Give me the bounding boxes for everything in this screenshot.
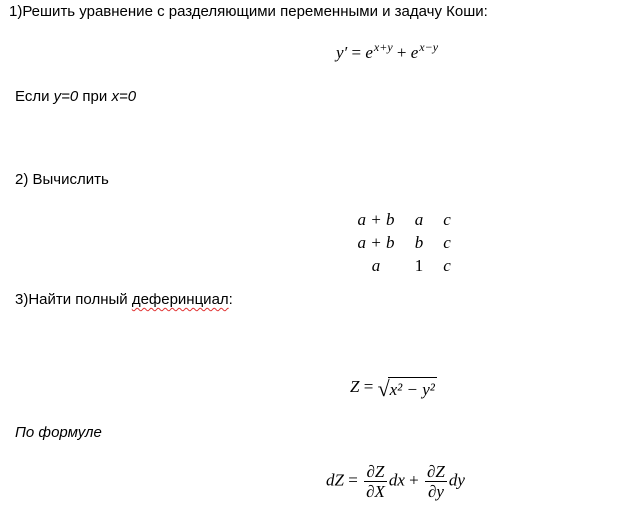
condition-y: y=0 (53, 88, 79, 105)
matrix-row (348, 208, 460, 231)
ode-term1-base: e (365, 43, 373, 62)
task2-heading: 2) Вычислить (15, 171, 109, 188)
task3-heading-suffix: : (228, 291, 233, 308)
z-lhs: Z (350, 376, 360, 396)
matrix-cell: 1 (414, 256, 424, 275)
ode-lhs: y′ (336, 43, 348, 62)
matrix-cell: a (371, 256, 381, 275)
ode-equals: = (351, 43, 362, 62)
ode-term2-base: e (410, 43, 419, 62)
formula-label: По формуле (15, 424, 102, 441)
ode-term1-exp: x+y (373, 40, 393, 54)
cauchy-condition (15, 88, 136, 106)
fraction-numerator: ∂Z (427, 462, 445, 481)
matrix-row (348, 231, 460, 254)
task3-heading-prefix: 3)Найти полный (15, 291, 132, 308)
z-function (350, 375, 437, 401)
z-equals: = (363, 376, 374, 396)
matrix-cell: c (443, 256, 451, 275)
task1-heading: 1)Решить уравнение с разделяющими переменными и задачу Коши: (9, 3, 488, 20)
ode-term2-exp: x−y (419, 40, 439, 54)
total-differential (326, 462, 465, 501)
matrix-cell: c (443, 233, 451, 252)
condition-mid: при (78, 88, 112, 105)
sqrt-expression (378, 375, 437, 401)
partial-fraction-x (364, 462, 387, 501)
dz-equals: = (348, 470, 358, 490)
radical-sign: √ (377, 376, 390, 401)
matrix-cell: c (443, 210, 451, 229)
fraction-numerator: ∂Z (364, 462, 387, 482)
fraction-denominator: ∂X (366, 482, 385, 501)
matrix-row (348, 254, 460, 277)
task3-heading-misspelled: деферинциал (131, 291, 229, 308)
condition-prefix: Если (15, 88, 54, 105)
condition-x: x=0 (111, 88, 137, 105)
ode-equation (336, 40, 438, 63)
matrix-cell: a (414, 210, 424, 229)
dz-lhs: dZ (326, 470, 344, 490)
radicand: x² − y² (388, 377, 437, 400)
dz-plus: + (409, 470, 419, 490)
matrix-cell: b (414, 233, 424, 252)
matrix-cell: a + b (357, 210, 395, 229)
ode-plus: + (396, 43, 407, 62)
determinant-matrix (348, 208, 460, 277)
dy: dy (448, 470, 465, 490)
matrix-cell: a + b (357, 233, 395, 252)
fraction-denominator: ∂y (427, 482, 444, 501)
task3-heading (15, 291, 233, 309)
partial-fraction-y (425, 462, 447, 501)
dx: dx (388, 470, 405, 490)
